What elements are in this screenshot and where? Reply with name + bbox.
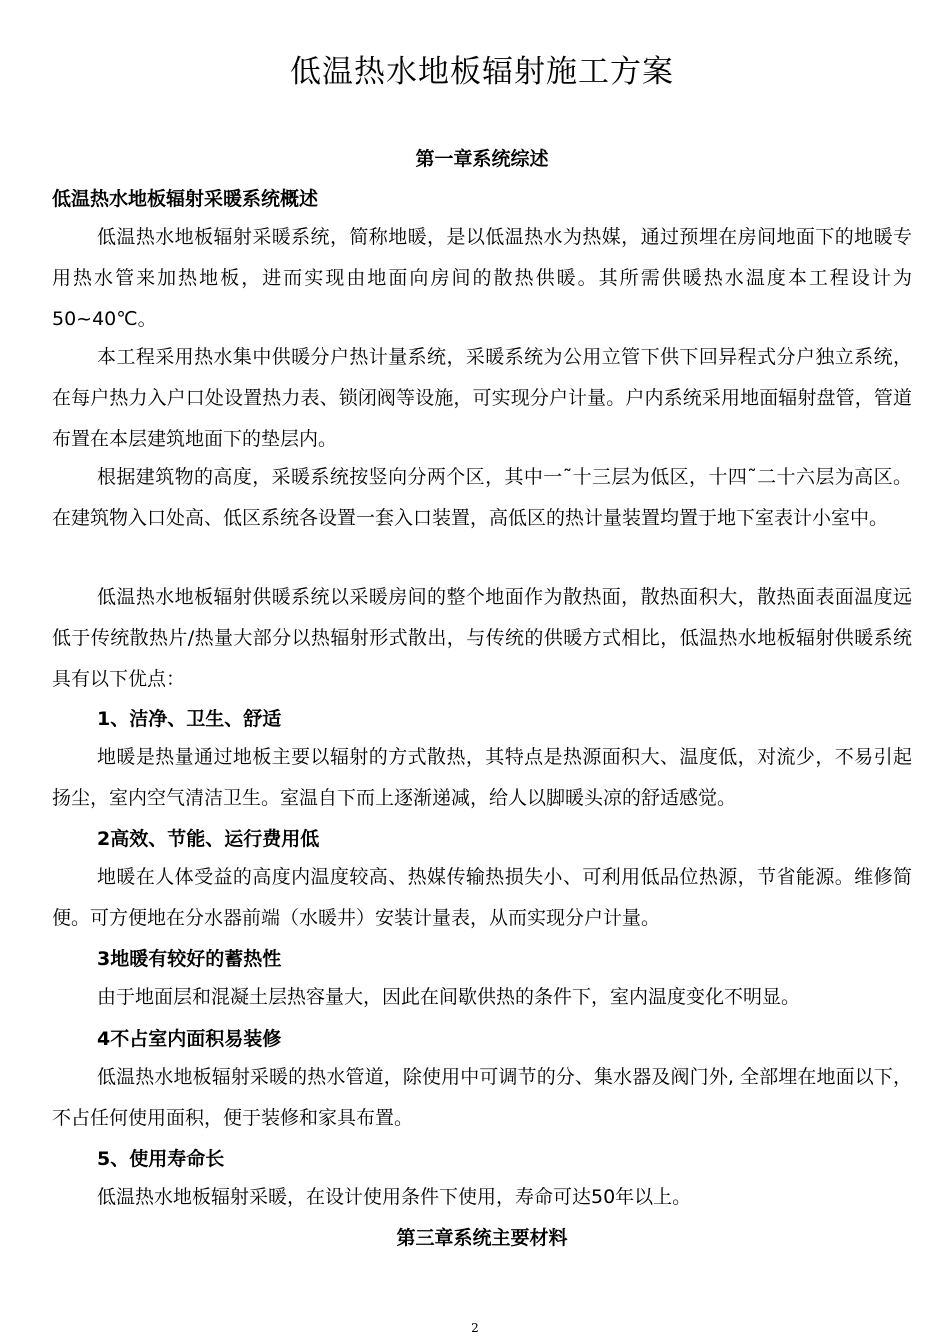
advantage-3-heading: 3地暖有较好的蓄热性 (97, 948, 282, 970)
advantage-5-heading: 5、使用寿命长 (97, 1148, 225, 1170)
section-heading: 低温热水地板辐射采暖系统概述 (52, 188, 319, 210)
chapter-3-title: 第三章系统主要材料 (396, 1227, 568, 1249)
advantage-1-heading: 1、洁净、卫生、舒适 (97, 708, 282, 730)
chapter-1-title: 第一章系统综述 (415, 148, 549, 170)
intro-paragraph-1: 低温热水地板辐射采暖系统，简称地暖，是以低温热水为热媒，通过预埋在房间地面下的地暖专用热水管来加热地板，进而实现由地面向房间的散热供暖。其所需供暖热水温度本工程设计为50~40℃。 (52, 226, 912, 330)
document-title: 低温热水地板辐射施工方案 (290, 54, 674, 90)
intro-paragraph-4: 低温热水地板辐射供暖系统以采暖房间的整个地面作为散热面，散热面积大，散热面表面温度远低于传统散热片/热量大部分以热辐射形式散出，与传统的供暖方式相比，低温热水地板辐射供暖系统具有以下优点： (52, 586, 912, 690)
advantage-4-heading: 4不占室内面积易装修 (97, 1028, 282, 1050)
advantage-5-text: 低温热水地板辐射采暖，在设计使用条件下使用，寿命可达50年以上。 (97, 1186, 692, 1208)
advantage-2-heading: 2高效、节能、运行费用低 (97, 828, 320, 850)
advantage-2-text: 地暖在人体受益的高度内温度较高、热媒传输热损失小、可利用低品位热源，节省能源。维修简便。可方便地在分水器前端（水暖井）安装计量表，从而实现分户计量。 (52, 866, 912, 929)
advantage-3-text: 由于地面层和混凝土层热容量大，因此在间歇供热的条件下，室内温度变化不明显。 (97, 986, 801, 1008)
intro-paragraph-3: 根据建筑物的高度，采暖系统按竖向分两个区，其中一˜十三层为低区，十四˜二十六层为高区。在建筑物入口处高、低区系统各设置一套入口装置，高低区的热计量装置均置于地下室表计小室中。 (52, 466, 912, 529)
advantage-1-text: 地暖是热量通过地板主要以辐射的方式散热，其特点是热源面积大、温度低，对流少，不易引起扬尘，室内空气清洁卫生。室温自下而上逐渐递减，给人以脚暖头凉的舒适感觉。 (52, 746, 912, 809)
page-number: 2 (471, 1321, 479, 1335)
intro-paragraph-2: 本工程采用热水集中供暖分户热计量系统，采暖系统为公用立管下供下回异程式分户独立系统，在每户热力入户口处设置热力表、锁闭阀等设施，可实现分户计量。户内系统采用地面辐射盘管，管道布置在本层建筑地面下的垫层内。 (52, 346, 912, 450)
advantage-4-text: 低温热水地板辐射采暖的热水管道，除使用中可调节的分、集水器及阀门外, 全部埋在地面以下，不占任何使用面积，便于装修和家具布置。 (52, 1066, 912, 1129)
